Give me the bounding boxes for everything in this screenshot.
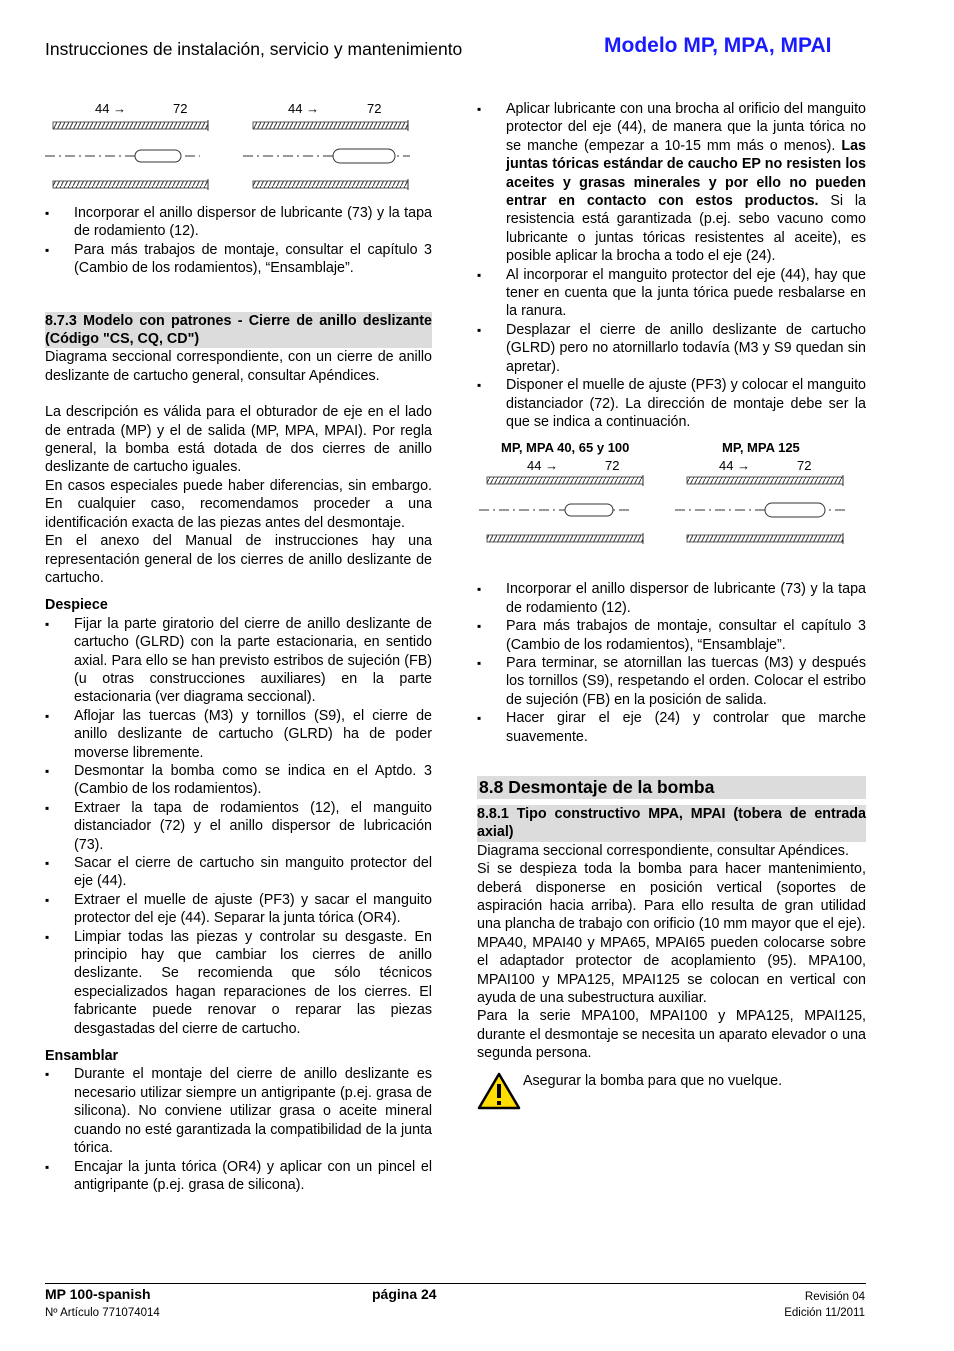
header-title: Instrucciones de instalación, servicio y mantenimiento: [45, 39, 463, 59]
list-item: ▪ Incorporar el anillo dispersor de lubricante (73) y la tapa de rodamiento (12).: [477, 580, 866, 617]
warning-icon: [477, 1072, 521, 1110]
list-item: ▪ Encajar la junta tórica (OR4) y aplicar con un pincel el antigripante (p.ej. grasa de silicona).: [45, 1158, 432, 1195]
subheading: Ensamblar: [45, 1048, 119, 1065]
footer-article: Nº Artículo 771074014: [45, 1307, 160, 1319]
list-item: ▪ Aflojar las tuercas (M3) y tornillos (S9), el cierre de anillo deslizante de cartucho (GLRD) ha de poder moverse libremente.: [45, 707, 432, 762]
section-heading: 8.8 Desmontaje de la bomba: [477, 776, 866, 799]
figure-value: 72: [173, 101, 188, 116]
list-item: ▪ Para más trabajos de montaje, consultar el capítulo 3 (Cambio de los rodamientos), “Ensamblaje”.: [477, 617, 866, 654]
list-item: ▪ Disponer el muelle de ajuste (PF3) y colocar el manguito distanciador (72). La dirección de montaje debe ser la que se indica a continuación.: [477, 376, 866, 431]
bullet-list: [477, 100, 866, 431]
bullet-list: [45, 615, 432, 1038]
figure-value: 72: [797, 458, 812, 474]
list-item: ▪ Extraer el muelle de ajuste (PF3) y sacar el manguito protector del eje (44). Separar la junta tórica (OR4).: [45, 891, 432, 928]
paragraph: MPA40, MPAI40 y MPA65, MPAI65 pueden colocarse sobre el adaptador protector de acoplamiento (95). MPA100, MPAI100 y MPA125, MPAI125 se colocan en vertical con ayuda de una subestructura auxiliar.: [477, 934, 866, 1007]
left-column: [45, 204, 432, 1194]
bullet-list: [45, 204, 432, 278]
list-item: ▪ Hacer girar el eje (24) y controlar que marche suavemente.: [477, 709, 866, 746]
figure-label: 44 →: [719, 458, 751, 474]
footer-edition: Edición 11/2011: [784, 1307, 865, 1319]
warning-text: Asegurar la bomba para que no vuelque.: [523, 1072, 783, 1089]
bullet-list: [477, 580, 866, 746]
subheading: Despiece: [45, 597, 108, 614]
page-number: página 24: [372, 1286, 437, 1302]
shaft-drawing: [45, 98, 425, 194]
paragraph: Para la serie MPA100, MPAI100 y MPA125, MPAI125, durante el desmontaje se necesita un aparato elevador o una segunda persona.: [477, 1008, 866, 1062]
paragraph: Si se despieza toda la bomba para hacer mantenimiento, deberá disponerse en posición vertical (soportes de aspiración hacia arriba). Para ello resulta de gran utilidad una plancha de trabajo con orificio (10 mm mayor que el eje).: [477, 861, 866, 933]
section-title: 8.7.3 Modelo con patrones - Cierre de anillo deslizante (Código "CS, CQ, CD"): [45, 312, 432, 348]
figure-value: 72: [605, 458, 620, 474]
list-item: ▪ Incorporar el anillo dispersor de lubricante (73) y la tapa de rodamiento (12).: [45, 204, 432, 241]
paragraph: En casos especiales puede haber diferencias, sin embargo. En cualquier caso, recomendamos proceder a una identificación exacta de las piezas antes del desmontaje.: [45, 477, 432, 531]
paragraph: La descripción es válida para el obturador de eje en el lado de entrada (MP) y el de salida (MP, MPA, MPAI). Por regla general, la bomba está dotada de dos cierres de anillo deslizante de cartucho iguales.: [45, 404, 432, 476]
paragraph: En el anexo del Manual de instrucciones hay una representación general de los cierres de anillo deslizante de cartucho.: [45, 533, 432, 586]
footer-divider: [45, 1283, 866, 1284]
figure-label: 44 →: [95, 101, 127, 116]
figure-title: MP, MPA 125: [722, 440, 800, 456]
header-model: Modelo MP, MPA, MPAI: [604, 34, 832, 57]
section-title: 8.8.1 Tipo constructivo MPA, MPAI (tobera de entrada axial): [477, 805, 866, 841]
list-item: ▪ Fijar la parte giratorio del cierre de anillo deslizante de cartucho (GLRD) con la parte estacionaria, en sentido axial. Para ello se han previsto estribos de sujeción (FB) (u otras construcciones auxiliares) en la parte estacionaria (ver diagrama seccional).: [45, 615, 432, 707]
shaft-figure-right: [477, 439, 866, 570]
footer-doc: MP 100-spanish: [45, 1286, 151, 1302]
figure-value: 72: [367, 101, 382, 116]
paragraph: Diagrama seccional correspondiente, con un cierre de anillo deslizante de cartucho general, consultar Apéndices.: [45, 349, 432, 384]
right-column: [477, 100, 866, 1112]
figure-title: MP, MPA 40, 65 y 100: [501, 440, 630, 456]
shaft-figure-top: [45, 98, 425, 194]
figure-label: 44 →: [527, 458, 559, 474]
list-item: ▪ Desmontar la bomba como se indica en el Aptdo. 3 (Cambio de los rodamientos).: [45, 762, 432, 799]
list-item: ▪ Durante el montaje del cierre de anillo deslizante es necesario utilizar siempre un antigripante (p.ej. grasa de silicona). No conviene utilizar grasa o aceite mineral cuando no esté garantizada la compatibilidad de la junta tórica.: [45, 1065, 432, 1157]
list-item: ▪ Para más trabajos de montaje, consultar el capítulo 3 (Cambio de los rodamientos), “Ensamblaje”.: [45, 241, 432, 278]
warning-note: [477, 1072, 866, 1112]
list-item: ▪ Desplazar el cierre de anillo deslizante de cartucho (GLRD) pero no atornillarlo todavía (M3 y S9 quedan sin apretar).: [477, 321, 866, 376]
bullet-list: [45, 1065, 432, 1194]
paragraph: Diagrama seccional correspondiente, consultar Apéndices.: [477, 842, 849, 859]
shaft-drawing: [477, 439, 866, 570]
list-item: ▪ Sacar el cierre de cartucho sin manguito protector del eje (44).: [45, 854, 432, 891]
list-item: ▪ Extraer la tapa de rodamientos (12), el manguito distanciador (72) y el anillo dispersor de lubricación (73).: [45, 799, 432, 854]
list-item: ▪ Al incorporar el manguito protector del eje (44), hay que tener en cuenta que la junta tórica puede resbalarse en la ranura.: [477, 266, 866, 321]
figure-label: 44 →: [288, 101, 320, 116]
list-item: ▪ Para terminar, se atornillan las tuercas (M3) y después los tornillos (S9), respetando el orden. Colocar el estribo de sujeción (FB) en la posición de salida.: [477, 654, 866, 709]
list-item: ▪ Aplicar lubricante con una brocha al orificio del manguito protector del eje (44), de manera que la junta tórica no se manche (empezar a 10-15 mm más o menos). Las juntas tóricas estándar de caucho EP no resisten los aceites y grasas minerales y por ello no pueden entrar en contacto con estos productos. Si la resistencia está garantizada (p.ej. sebo vacuno como lubricante o juntas tóricas resistentes al aceite), es posible aplicar la brocha a todo el eje (24).: [477, 100, 866, 266]
list-item: ▪ Limpiar todas las piezas y controlar su desgaste. En principio hay que cambiar los cierres de anillo deslizante. Se recomienda que sólo técnicos especializados hagan reparaciones de los cierres. El fabricante puede renovar o reparar las piezas desgastadas del cierre de cartucho.: [45, 928, 432, 1038]
footer-revision: Revisión 04: [804, 1291, 865, 1303]
